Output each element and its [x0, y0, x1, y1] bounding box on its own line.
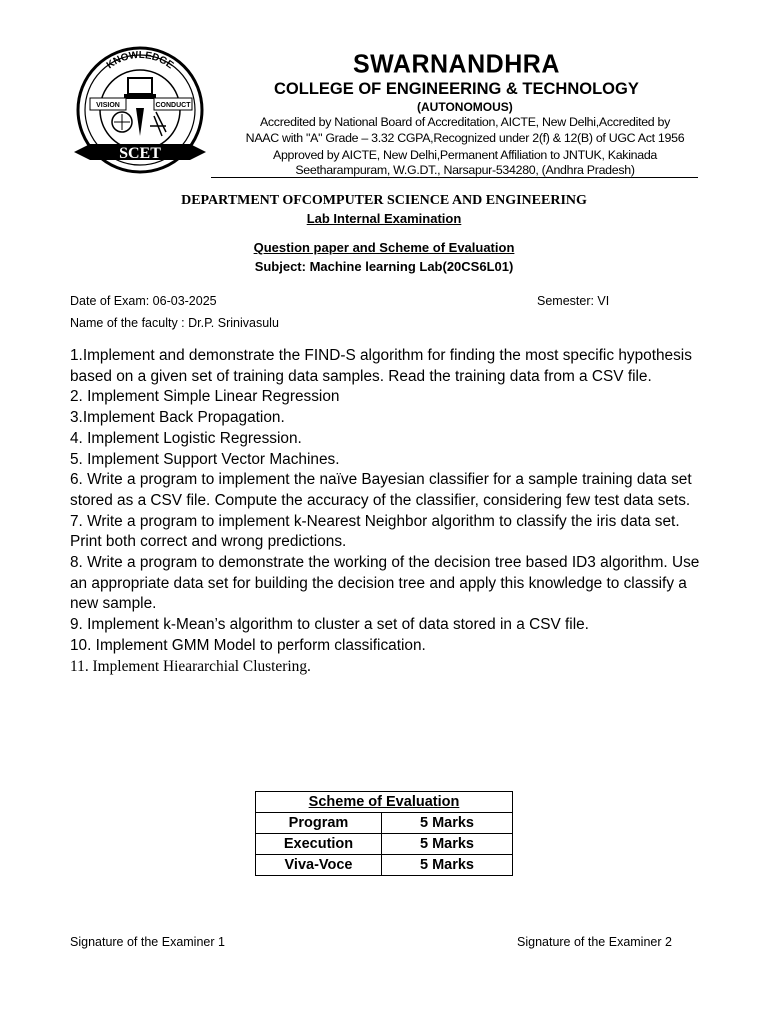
autonomous-label: (AUTONOMOUS) — [417, 100, 513, 114]
scheme-marks: 5 Marks — [382, 834, 513, 855]
scheme-marks: 5 Marks — [382, 813, 513, 834]
question-list — [70, 346, 710, 677]
paper-title: Question paper and Scheme of Evaluation — [253, 240, 515, 255]
examiner-1-signature: Signature of the Examiner 1 — [70, 935, 225, 949]
accreditation-line-1: Accredited by National Board of Accreditation, AICTE, New Delhi,Accredited by — [259, 115, 671, 129]
question-item: 10. Implement GMM Model to perform classification. — [70, 636, 426, 654]
question-item: 1.Implement and demonstrate the FIND-S algorithm for finding the most specific hypothesis based on a given set of training data samples. Read the training data from a CSV file. — [70, 347, 692, 385]
logo-text-right: CONDUCT — [155, 102, 191, 109]
college-logo-seal — [70, 40, 210, 180]
question-item: 9. Implement k-Mean’s algorithm to cluster a set of data stored in a CSV file. — [70, 616, 589, 634]
accreditation-line-2: NAAC with "A" Grade – 3.32 CGPA,Recognized under 2(f) & 12(B) of UGC Act 1956 — [245, 131, 685, 145]
college-name: SWARNANDHRA — [353, 49, 560, 79]
exam-title: Lab Internal Examination — [306, 211, 462, 226]
address-line: Seetharampuram, W.G.DT., Narsapur-534280, (Andhra Pradesh) — [295, 163, 635, 177]
approval-line: Approved by AICTE, New Delhi,Permanent Affiliation to JNTUK, Kakinada — [272, 148, 658, 162]
examiner-2-signature: Signature of the Examiner 2 — [517, 935, 672, 949]
logo-text-left: VISION — [96, 102, 120, 109]
subject-line: Subject: Machine learning Lab(20CS6L01) — [254, 259, 514, 274]
scheme-item: Viva-Voce — [256, 855, 382, 876]
question-item: 2. Implement Simple Linear Regression — [70, 388, 340, 406]
scheme-of-evaluation-table — [255, 791, 513, 876]
semester: Semester: VI — [537, 294, 610, 308]
question-item: 5. Implement Support Vector Machines. — [70, 450, 340, 468]
question-item: 8. Write a program to demonstrate the working of the decision tree based ID3 algorithm. Use an appropriate data set for building the decision tree and apply this knowledge to classify a new sample. — [70, 554, 700, 613]
logo-banner-text: SCET — [119, 145, 161, 162]
question-item: 4. Implement Logistic Regression. — [70, 429, 302, 447]
scheme-title: Scheme of Evaluation — [256, 792, 513, 813]
college-subtitle: COLLEGE OF ENGINEERING & TECHNOLOGY — [274, 80, 639, 98]
table-row — [256, 813, 513, 834]
table-row — [256, 855, 513, 876]
exam-date: Date of Exam: 06-03-2025 — [70, 294, 217, 308]
scheme-item: Execution — [256, 834, 382, 855]
department-heading: DEPARTMENT OFCOMPUTER SCIENCE AND ENGINEERING — [181, 193, 587, 208]
logo-text-top: KNOWLEDGE — [104, 49, 176, 72]
table-row — [256, 834, 513, 855]
question-item: 3.Implement Back Propagation. — [70, 409, 285, 427]
question-item: 7. Write a program to implement k-Nearest Neighbor algorithm to classify the iris data set. Print both correct and wrong predictions. — [70, 512, 680, 551]
question-item: 6. Write a program to implement the naïve Bayesian classifier for a sample training data set stored as a CSV file. Compute the accuracy of the classifier, considering few test data sets. — [70, 471, 692, 509]
faculty-name: Name of the faculty : Dr.P. Srinivasulu — [70, 316, 279, 330]
scheme-item: Program — [256, 813, 382, 834]
letterhead-divider — [211, 177, 698, 178]
scheme-marks: 5 Marks — [382, 855, 513, 876]
question-item: 11. Implement Hieararchial Clustering. — [70, 657, 311, 675]
